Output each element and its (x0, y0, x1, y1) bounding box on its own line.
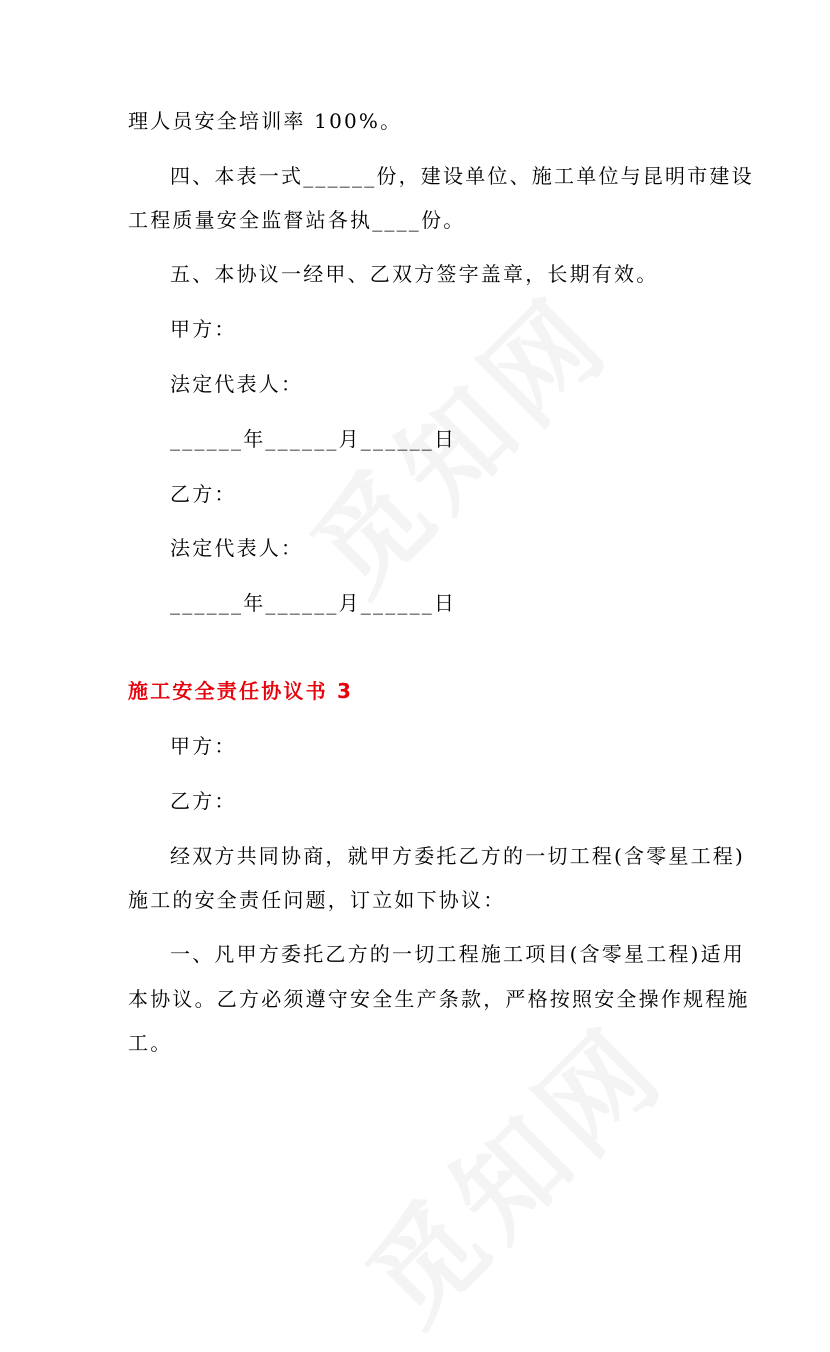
section-heading: 施工安全责任协议书 3 (128, 679, 354, 703)
legal-rep-label: 法定代表人： (170, 536, 304, 560)
date-line: ______年______月______日 (170, 591, 457, 615)
party-a-label: 甲方： (170, 734, 237, 758)
paragraph-line: 理人员安全培训率 100%。 (128, 109, 403, 133)
date-line: ______年______月______日 (170, 427, 457, 451)
paragraph-line: 一、凡甲方委托乙方的一切工程施工项目(含零星工程)适用 (170, 942, 746, 966)
paragraph-line: 五、本协议一经甲、乙双方签字盖章，长期有效。 (170, 262, 659, 286)
watermark (327, 986, 693, 1352)
party-b-label: 乙方： (170, 789, 237, 813)
paragraph-line: 工程质量安全监督站各执____份。 (128, 208, 466, 232)
paragraph-line: 工。 (128, 1031, 173, 1055)
party-b-label: 乙方： (170, 482, 237, 506)
paragraph-line: 施工的安全责任问题，订立如下协议： (128, 888, 506, 912)
paragraph-line: 经双方共同协商，就甲方委托乙方的一切工程(含零星工程) (170, 844, 746, 868)
paragraph-line: 本协议。乙方必须遵守安全生产条款，严格按照安全操作规程施 (128, 987, 750, 1011)
party-a-label: 甲方： (170, 317, 237, 341)
legal-rep-label: 法定代表人： (170, 372, 304, 396)
paragraph-line: 四、本表一式______份，建设单位、施工单位与昆明市建设 (170, 164, 754, 188)
